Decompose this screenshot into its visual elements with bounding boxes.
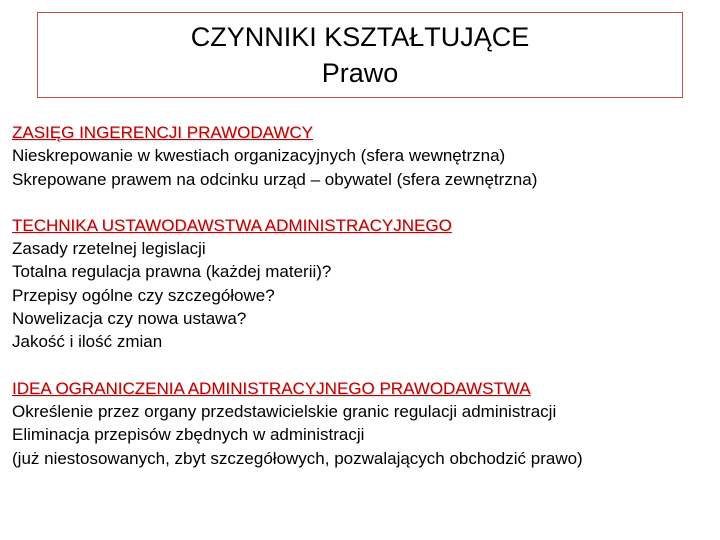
- title-box: [37, 12, 683, 98]
- bullet-line: Eliminacja przepisów zbędnych w administracji: [12, 425, 365, 445]
- section-technika-ustawodawstwa: [12, 214, 712, 354]
- bullet-line: Skrepowane prawem na odcinku urząd – obywatel (sfera zewnętrzna): [12, 169, 538, 189]
- bullet-line: Zasady rzetelnej legislacji: [12, 239, 206, 259]
- bullet-line: Totalna regulacja prawna (każdej materii)?: [12, 262, 332, 282]
- slide-subtitle: Prawo: [321, 58, 399, 88]
- slide-title: CZYNNIKI KSZTAŁTUJĄCE: [190, 22, 530, 52]
- bullet-line: Nieskrepowanie w kwestiach organizacyjnych (sfera wewnętrzna): [12, 146, 506, 166]
- bullet-line: Przepisy ogólne czy szczegółowe?: [12, 285, 275, 305]
- section-heading: IDEA OGRANICZENIA ADMINISTRACYJNEGO PRAWODAWSTWA: [12, 378, 531, 398]
- bullet-line: Jakość i ilość zmian: [12, 332, 163, 352]
- section-heading: ZASIĘG INGERENCJI PRAWODAWCY: [12, 123, 313, 142]
- section-idea-ograniczenia: [12, 377, 712, 470]
- bullet-line: Nowelizacja czy nowa ustawa?: [12, 309, 247, 329]
- slide-content: [12, 121, 712, 470]
- bullet-line: (już niestosowanych, zbyt szczegółowych, pozwalających obchodzić prawo): [12, 448, 583, 468]
- bullet-line: Określenie przez organy przedstawicielskie granic regulacji administracji: [12, 401, 557, 421]
- section-heading: TECHNIKA USTAWODAWSTWA ADMINISTRACYJNEGO: [12, 215, 452, 235]
- section-zasieg-ingerencji: [12, 121, 712, 191]
